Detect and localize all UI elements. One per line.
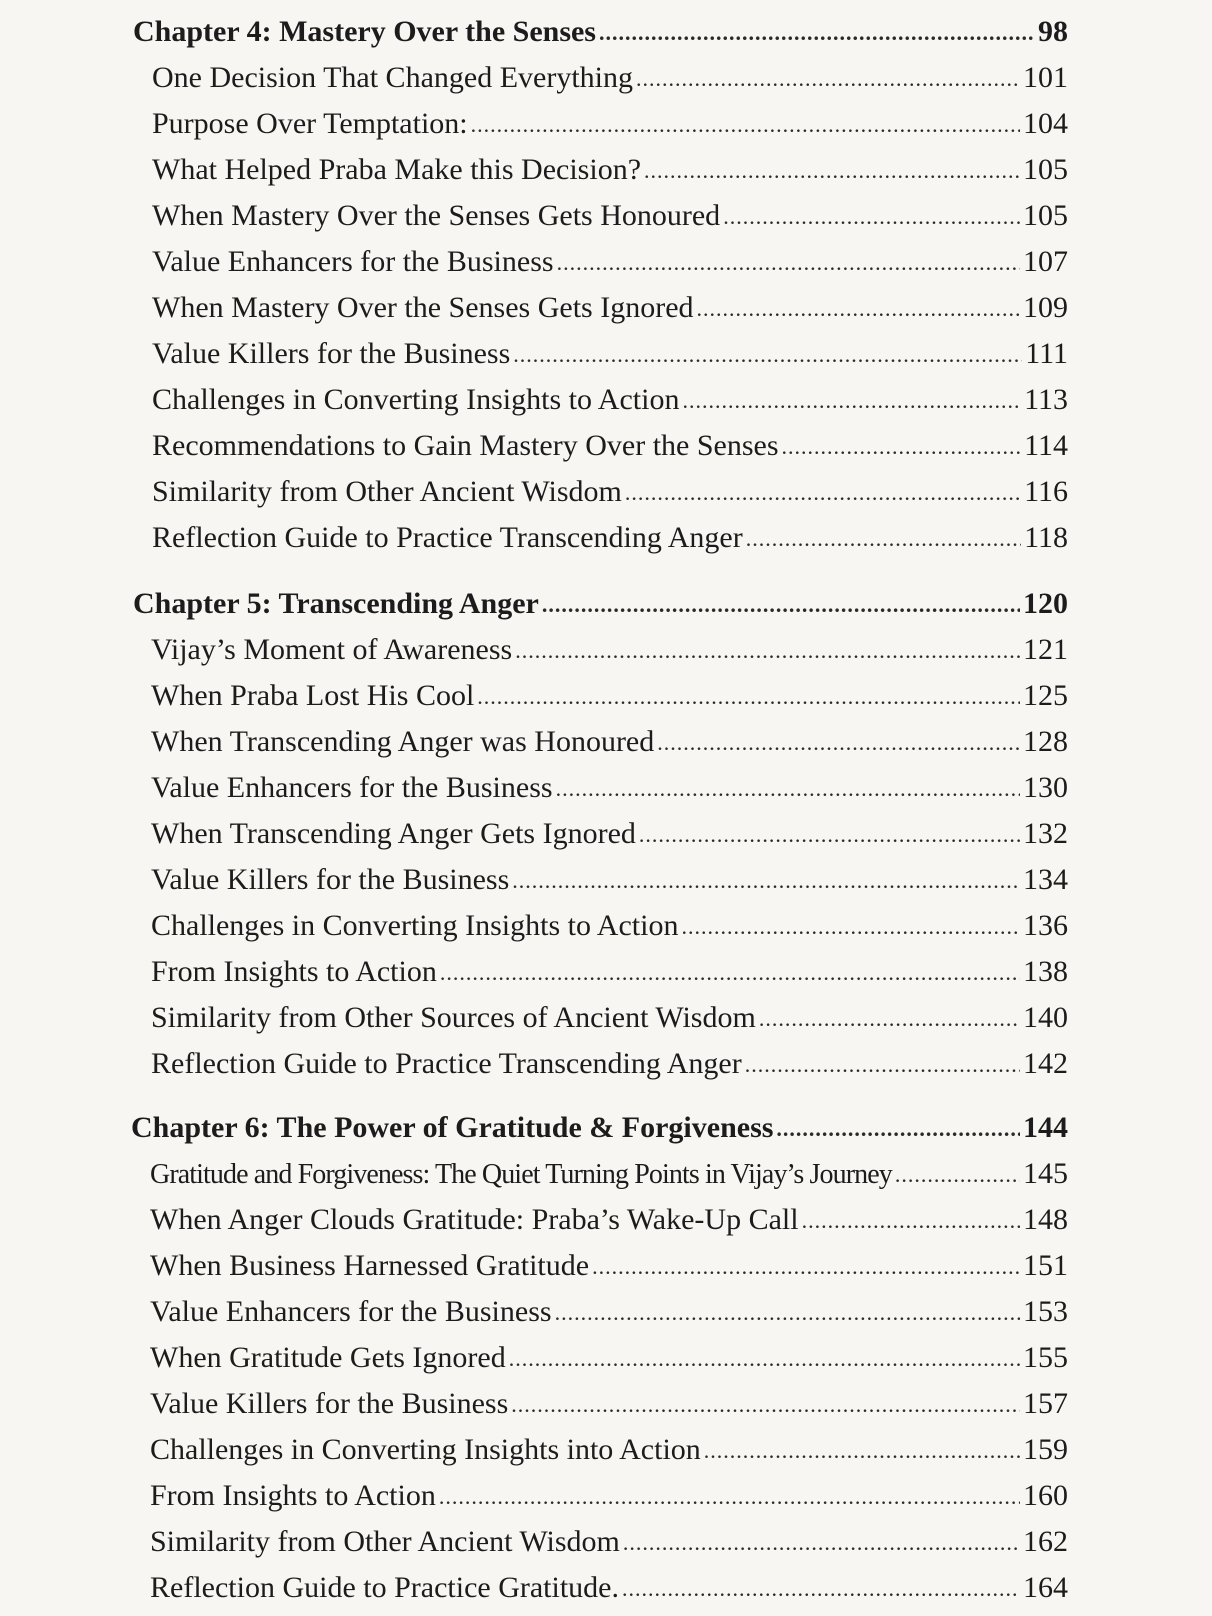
page-number: 160: [1023, 1479, 1068, 1512]
toc-entry[interactable]: [150, 1156, 1068, 1192]
dot-leader: [625, 475, 1021, 511]
dot-leader: [782, 429, 1022, 465]
toc-entry[interactable]: [150, 1570, 1068, 1606]
entry-title: From Insights to Action: [150, 1479, 436, 1512]
entry-title: Challenges in Converting Insights to Action: [151, 909, 679, 942]
dot-leader: [592, 1249, 1020, 1285]
page-number: 157: [1023, 1387, 1068, 1420]
page-number: 105: [1023, 153, 1068, 186]
page-number: 159: [1023, 1433, 1068, 1466]
page-number: 128: [1023, 725, 1068, 758]
page-number: 118: [1024, 521, 1068, 554]
entry-title: One Decision That Changed Everything: [152, 61, 633, 94]
toc-entry[interactable]: [151, 908, 1068, 944]
entry-title: Value Killers for the Business: [152, 337, 511, 370]
toc-entry[interactable]: [150, 1432, 1068, 1468]
dot-leader: [681, 909, 1020, 945]
page-number: 140: [1023, 1001, 1068, 1034]
toc-entry[interactable]: [152, 474, 1068, 510]
page-number: 134: [1023, 863, 1068, 896]
entry-title: Purpose Over Temptation:: [152, 107, 468, 140]
dot-leader: [557, 245, 1020, 281]
entry-title: When Mastery Over the Senses Gets Ignored: [152, 291, 694, 324]
dot-leader: [623, 1525, 1020, 1561]
toc-entry[interactable]: [152, 428, 1068, 464]
page-number: 145: [1023, 1157, 1068, 1190]
chapter-title: Chapter 4: Mastery Over the Senses: [133, 15, 596, 48]
page-number: 125: [1023, 679, 1068, 712]
entry-title: Value Killers for the Business: [150, 1387, 509, 1420]
page-number: 155: [1023, 1341, 1068, 1374]
dot-leader: [439, 1479, 1020, 1515]
dot-leader: [644, 153, 1020, 189]
page-number: 121: [1023, 633, 1068, 666]
page-number: 101: [1023, 61, 1068, 94]
entry-title: Similarity from Other Sources of Ancient Wisdom: [151, 1001, 756, 1034]
dot-leader: [556, 771, 1020, 807]
toc-entry[interactable]: [152, 336, 1068, 372]
toc-entry[interactable]: [151, 862, 1068, 898]
entry-title: When Transcending Anger was Honoured: [151, 725, 655, 758]
entry-title: Challenges in Converting Insights into Action: [150, 1433, 701, 1466]
dot-leader: [513, 337, 1022, 373]
dot-leader: [723, 199, 1020, 235]
dot-leader: [555, 1295, 1020, 1331]
toc-entry[interactable]: [151, 1000, 1068, 1036]
entry-title: Similarity from Other Ancient Wisdom: [150, 1525, 620, 1558]
dot-leader: [477, 679, 1020, 715]
dot-leader: [776, 1111, 1020, 1147]
entry-title: When Business Harnessed Gratitude: [150, 1249, 590, 1282]
dot-leader: [746, 521, 1021, 557]
entry-title: When Mastery Over the Senses Gets Honoured: [152, 199, 721, 232]
page-number: 142: [1023, 1047, 1068, 1080]
entry-title: Value Enhancers for the Business: [152, 245, 554, 278]
entry-title: When Praba Lost His Cool: [151, 679, 475, 712]
dot-leader: [636, 61, 1020, 97]
toc-entry[interactable]: [152, 106, 1068, 142]
toc-entry[interactable]: [150, 1294, 1068, 1330]
page-number: 136: [1023, 909, 1068, 942]
chapter-heading[interactable]: [133, 14, 1068, 50]
dot-leader: [471, 107, 1020, 143]
page-number: 138: [1023, 955, 1068, 988]
chapter-heading[interactable]: [131, 1110, 1068, 1146]
entry-title: Reflection Guide to Practice Transcending Anger: [151, 1047, 742, 1080]
dot-leader: [440, 955, 1020, 991]
entry-title: Reflection Guide to Practice Transcending Anger: [152, 521, 743, 554]
dot-leader: [599, 15, 1035, 51]
page-number: 120: [1023, 587, 1068, 620]
toc-entry[interactable]: [151, 816, 1068, 852]
dot-leader: [759, 1001, 1020, 1037]
toc-entry[interactable]: [152, 520, 1068, 556]
dot-leader: [542, 587, 1020, 623]
toc-entry[interactable]: [150, 1202, 1068, 1238]
page-number: 130: [1023, 771, 1068, 804]
dot-leader: [657, 725, 1020, 761]
page-number: 98: [1038, 15, 1068, 48]
toc-entry[interactable]: [151, 724, 1068, 760]
dot-leader: [511, 1387, 1020, 1423]
toc-entry[interactable]: [152, 152, 1068, 188]
dot-leader: [682, 383, 1021, 419]
toc-entry[interactable]: [151, 1046, 1068, 1082]
page-number: 114: [1024, 429, 1068, 462]
entry-title: Value Enhancers for the Business: [151, 771, 553, 804]
toc-entry[interactable]: [151, 770, 1068, 806]
entry-title: What Helped Praba Make this Decision?: [152, 153, 642, 186]
toc-entry[interactable]: [150, 1478, 1068, 1514]
page-number: 107: [1023, 245, 1068, 278]
toc-entry[interactable]: [152, 198, 1068, 234]
entry-title: Vijay’s Moment of Awareness: [151, 633, 513, 666]
entry-title: Reflection Guide to Practice Gratitude.: [150, 1571, 619, 1604]
entry-title: When Gratitude Gets Ignored: [150, 1341, 506, 1374]
toc-entry[interactable]: [150, 1524, 1068, 1560]
entry-title: From Insights to Action: [151, 955, 437, 988]
page-number: 144: [1023, 1111, 1068, 1144]
page-number: 148: [1023, 1203, 1068, 1236]
dot-leader: [515, 633, 1020, 669]
page-number: 164: [1023, 1571, 1068, 1604]
dot-leader: [622, 1571, 1020, 1607]
page-number: 153: [1023, 1295, 1068, 1328]
toc-entry[interactable]: [151, 954, 1068, 990]
entry-title: Similarity from Other Ancient Wisdom: [152, 475, 622, 508]
entry-title: Gratitude and Forgiveness: The Quiet Turning Points in Vijay’s Journey: [150, 1159, 892, 1190]
toc-entry[interactable]: [152, 244, 1068, 280]
entry-title: Value Enhancers for the Business: [150, 1295, 552, 1328]
toc-entry[interactable]: [152, 382, 1068, 418]
toc-entry[interactable]: [150, 1386, 1068, 1422]
dot-leader: [512, 863, 1020, 899]
dot-leader: [639, 817, 1020, 853]
toc-entry[interactable]: [150, 1248, 1068, 1284]
entry-title: When Transcending Anger Gets Ignored: [151, 817, 636, 850]
chapter-title: Chapter 6: The Power of Gratitude & Forgiveness: [131, 1111, 774, 1144]
dot-leader: [802, 1203, 1020, 1239]
page-number: 105: [1023, 199, 1068, 232]
entry-title: Recommendations to Gain Mastery Over the Senses: [152, 429, 779, 462]
dot-leader: [509, 1341, 1020, 1377]
page-number: 111: [1025, 337, 1068, 370]
page-number: 113: [1024, 383, 1068, 416]
page-number: 109: [1023, 291, 1068, 324]
toc-entry[interactable]: [152, 60, 1068, 96]
toc-entry[interactable]: [150, 1340, 1068, 1376]
entry-title: Challenges in Converting Insights to Action: [152, 383, 680, 416]
entry-title: Value Killers for the Business: [151, 863, 510, 896]
toc-entry[interactable]: [151, 632, 1068, 668]
chapter-title: Chapter 5: Transcending Anger: [133, 587, 539, 620]
toc-entry[interactable]: [151, 678, 1068, 714]
page-number: 151: [1023, 1249, 1068, 1282]
page-number: 162: [1023, 1525, 1068, 1558]
dot-leader: [895, 1157, 1020, 1193]
toc-entry[interactable]: [152, 290, 1068, 326]
dot-leader: [745, 1047, 1020, 1083]
dot-leader: [697, 291, 1020, 327]
dot-leader: [704, 1433, 1020, 1469]
page-number: 116: [1024, 475, 1068, 508]
page-number: 132: [1023, 817, 1068, 850]
entry-title: When Anger Clouds Gratitude: Praba’s Wake-Up Call: [150, 1203, 799, 1236]
chapter-heading[interactable]: [133, 586, 1068, 622]
page-number: 104: [1023, 107, 1068, 140]
